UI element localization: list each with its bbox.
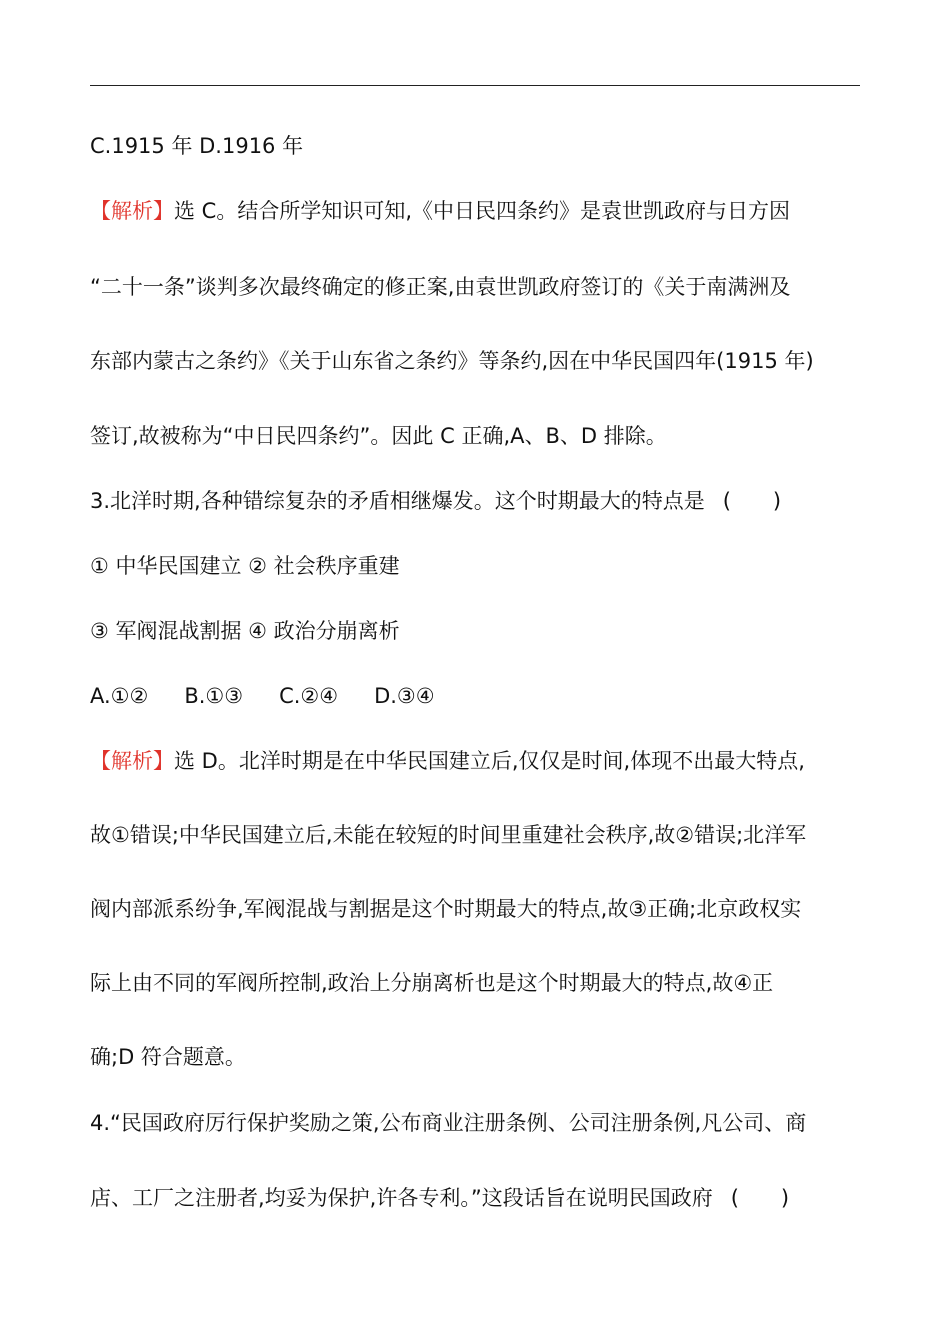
answer-blank: ( ) — [722, 489, 782, 513]
analysis-line: 确;D 符合题意。 — [90, 1045, 246, 1069]
question-4-line — [90, 1183, 870, 1213]
answer-blank: ( ) — [730, 1186, 790, 1210]
option-d: D.③④ — [374, 684, 435, 708]
analysis-line: 签订,故被称为“中日民四条约”。因此 C 正确,A、B、D 排除。 — [90, 424, 667, 448]
statement-line: ③ 军阀混战割据 ④ 政治分崩离析 — [90, 619, 400, 643]
analysis-text: 选 D。北洋时期是在中华民国建立后,仅仅是时间,体现不出最大特点, — [174, 749, 805, 773]
option-b: B.①③ — [184, 684, 244, 708]
analysis-tag: 【解析】 — [90, 749, 174, 773]
analysis-line: “二十一条”谈判多次最终确定的修正案,由袁世凯政府签订的《关于南满洲及 — [90, 275, 791, 299]
header-rule — [90, 85, 860, 86]
analysis-line — [90, 746, 870, 776]
option-text: C.1915 年 D.1916 年 — [90, 134, 304, 158]
analysis-line: 际上由不同的军阀所控制,政治上分崩离析也是这个时期最大的特点,故④正 — [90, 971, 774, 995]
analysis-tag: 【解析】 — [90, 199, 174, 223]
question-3 — [90, 486, 870, 516]
option-c: C.②④ — [279, 684, 339, 708]
analysis-line: 东部内蒙古之条约》《关于山东省之条约》等条约,因在中华民国四年(1915 年) — [90, 349, 814, 373]
options-line-q3 — [90, 681, 870, 711]
analysis-line: 故①错误;中华民国建立后,未能在较短的时间里重建社会秩序,故②错误;北洋军 — [90, 823, 807, 847]
options-line-q2 — [90, 131, 870, 161]
question-4-line: 4.“民国政府厉行保护奖励之策,公布商业注册条例、公司注册条例,凡公司、商 — [90, 1111, 807, 1135]
question-text: 3.北洋时期,各种错综复杂的矛盾相继爆发。这个时期最大的特点是 — [90, 489, 705, 513]
analysis-line: 阀内部派系纷争,军阀混战与割据是这个时期最大的特点,故③正确;北京政权实 — [90, 897, 802, 921]
question-text: 店、工厂之注册者,均妥为保护,许各专利。”这段话旨在说明民国政府 — [90, 1186, 713, 1210]
analysis-line — [90, 196, 870, 226]
option-a: A.①② — [90, 684, 149, 708]
analysis-text: 选 C。结合所学知识可知,《中日民四条约》是袁世凯政府与日方因 — [174, 199, 791, 223]
statement-line: ① 中华民国建立 ② 社会秩序重建 — [90, 554, 400, 578]
